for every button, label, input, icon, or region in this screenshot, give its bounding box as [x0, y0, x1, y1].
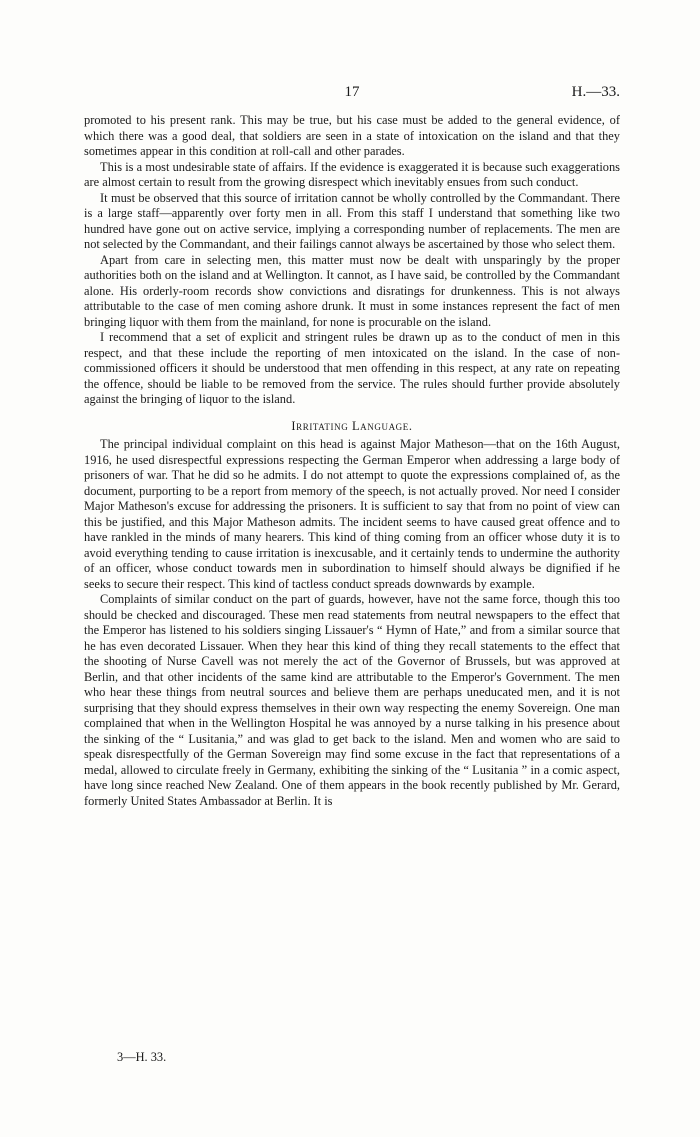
page-number: 17	[344, 84, 360, 100]
section-heading: Irritating Language.	[291, 418, 413, 433]
paragraph: The principal individual complaint on this head is against Major Matheson—that on the 16th August, 1916, he used disrespectful expressions respecting the German Emperor when addressing a large body of prisoners of war. That he did so he admits. I do not attempt to quote the expressions complained of, as the document, purporting to be a report from memory of the speech, is not actually proved. Nor need I consider Major Matheson's excuse for addressing the prisoners. It is sufficient to say that from no point of view can this be justified, and this Major Matheson admits. The incident seems to have caused great offence and to have rankled in the minds of many hearers. This kind of thing coming from an officer whose duty it is to avoid everything tending to cause irritation is inexcusable, and it certainly tends to undermine the authority of an officer, whose conduct towards men in subordination to himself should always be dignified if he seeks to secure their respect. This kind of tactless conduct spreads downwards by example.	[84, 437, 620, 591]
document-reference: H.—33.	[571, 84, 620, 100]
paragraph: This is a most undesirable state of affairs. If the evidence is exaggerated it is because such exaggerations are almost certain to result from the growing disrespect which inevitably ensues from such conduct.	[84, 159, 620, 189]
paragraph: Complaints of similar conduct on the part of guards, however, have not the same force, though this too should be checked and discouraged. These men read statements from neutral newspapers to the effect that the Emperor has listened to his soldiers singing Lissauer's “ Hymn of Hate,” and from a similar source that he has even decorated Lissauer. When they hear this kind of thing they recall statements to the effect that the shooting of Nurse Cavell was not merely the act of the Governor of Brussels, but was approved at Berlin, and that other incidents of the same kind are attributable to the Emperor's Government. The men who hear these things from neutral sources and believe them are perhaps uneducated men, and it is not surprising that they should express themselves in their own way respecting the enemy Sovereign. One man complained that when in the Wellington Hospital he was annoyed by a nurse talking in his presence about the sinking of the “ Lusitania,” and was glad to get back to the island. Men and women who are said to speak disrespectfully of the German Sovereign may find some excuse in the fact that representations of a medal, allowed to circulate freely in Germany, exhibiting the sinking of the “ Lusitania ” in a comic aspect, have long since reached New Zealand. One of them appears in the book recently published by Mr. Gerard, formerly United States Ambassador at Berlin. It is	[84, 592, 620, 808]
body-text	[84, 113, 620, 809]
signature-mark: 3—H. 33.	[117, 1050, 167, 1064]
paragraph: It must be observed that this source of irritation cannot be wholly controlled by the Commandant. There is a large staff—apparently over forty men in all. From this staff I understand that something like two hundred have gone out on active service, implying a corresponding number of replacements. The men are not selected by the Commandant, and their failings cannot always be ascertained by those who select them.	[84, 190, 620, 251]
running-header	[84, 82, 620, 102]
paragraph: I recommend that a set of explicit and stringent rules be drawn up as to the conduct of men in this respect, and that these include the reporting of men intoxicated on the island. In the case of non-commissioned officers it should be understood that men offending in this respect, at any rate on repeating the offence, should be liable to be removed from the service. The rules should further provide absolutely against the bringing of liquor to the island.	[84, 330, 620, 406]
paragraph: Apart from care in selecting men, this matter must now be dealt with unsparingly by the proper authorities both on the island and at Wellington. It cannot, as I have said, be controlled by the Commandant alone. His orderly-room records show convictions and disratings for drunkenness. This is not always attributable to the case of men coming ashore drunk. It must in some instances represent the fact of men bringing liquor with them from the mainland, for none is procurable on the island.	[84, 252, 620, 329]
paragraph: promoted to his present rank. This may be true, but his case must be added to the general evidence, of which there was a good deal, that soldiers are seen in a state of intoxication on the island and that they sometimes appear in this condition at roll-call and other parades.	[84, 113, 620, 158]
